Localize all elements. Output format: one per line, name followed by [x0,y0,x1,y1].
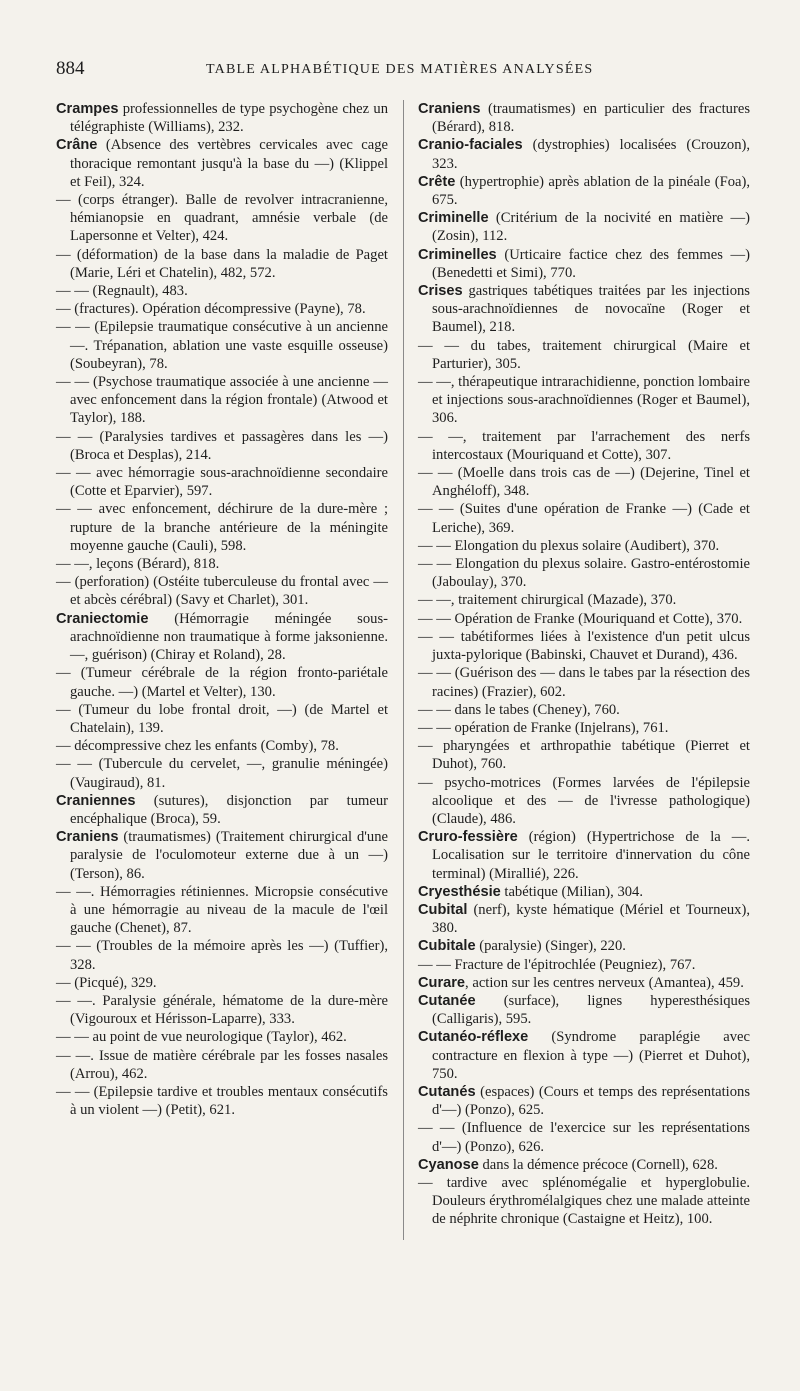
entry-headword: Craniens [418,101,481,117]
index-entry [418,337,750,373]
index-entry [418,937,750,955]
entry-text: (traumatismes) (Traitement chirurgical d'une paralysie de l'oculomoteur externe due à un —) (Terson), 86. [70,829,388,882]
entry-text: — décompressive chez les enfants (Comby), 78. [56,738,339,755]
index-entry [56,883,388,938]
index-entry [56,664,388,700]
entry-text: , action sur les centres nerveux (Amantea), 459. [465,974,744,991]
entry-text: — — Fracture de l'épitrochlée (Peugniez), 767. [418,956,696,973]
entry-text: — — (Influence de l'exercice sur les représentations d'—) (Ponzo), 626. [418,1120,750,1155]
entry-text: gastriques tabétiques traitées par les injections sous-arachnoïdiennes de novocaïne (Roger et Baumel), 218. [432,283,750,336]
entry-headword: Craniectomie [56,610,149,627]
entry-headword: Cubitale [418,938,476,955]
left-column [56,100,388,1119]
entry-text: — — (Guérison des — dans le tabes par la résection des racines) (Frazier), 602. [418,665,750,700]
index-entry [56,555,388,573]
index-entry [56,937,388,973]
index-entry [418,701,750,719]
index-entry [56,1083,388,1119]
index-entry [56,1028,388,1046]
entry-headword: Crâne [56,137,98,154]
entry-text: (Syndrome paraplégie avec contracture en flexion à type —) (Pierret et Duhot), 750. [432,1029,750,1082]
entry-text: — — (Psychose traumatique associée à une ancienne — avec enfoncement dans la région frontale) (Atwood et Taylor), 188. [56,374,388,427]
index-entry [56,1047,388,1083]
entry-headword: Crête [418,173,456,190]
index-entry [418,428,750,464]
entry-text: — (Tumeur du lobe frontal droit, —) (de Martel et Chatelain), 139. [56,701,388,736]
index-entry [56,573,388,609]
entry-headword: Craniens [56,829,119,846]
entry-text: — — Elongation du plexus solaire. Gastro-entérostomie (Jaboulay), 370. [418,556,750,591]
entry-text: — — (Paralysies tardives et passagères dans les —) (Broca et Desplas), 214. [56,428,388,463]
column-divider [403,100,404,1240]
index-entry [418,1156,750,1174]
entry-headword: Criminelles [418,246,497,263]
entry-headword: Cutanée [418,992,476,1009]
index-entry [56,428,388,464]
entry-text: (traumatismes) en particulier des fractures (Bérard), 818. [432,101,750,136]
entry-text: (nerf), kyste hématique (Mériel et Tourneux), 380. [432,901,750,937]
entry-text: — —, traitement chirurgical (Mazade), 370. [418,592,677,609]
index-entry [418,1028,750,1083]
index-entry [56,246,388,282]
index-entry [56,610,388,665]
entry-text: — —, thérapeutique intrarachidienne, ponction lombaire et injections sous-arachnoïdiennes (Roger et Baumel), 306. [418,374,750,427]
index-entry [418,774,750,829]
entry-text: — — (Epilepsie traumatique consécutive à un ancienne —. Trépanation, ablation une vaste esquille osseuse) (Soubeyran), 78. [56,319,388,372]
entry-text: — pharyngées et arthropathie tabétique (Pierret et Duhot), 760. [418,738,750,773]
index-entry [418,992,750,1028]
index-entry [418,610,750,628]
index-entry [418,1119,750,1155]
entry-text: — — (Troubles de la mémoire après les —) (Tuffier), 328. [56,938,388,973]
entry-headword: Criminelle [418,210,489,227]
entry-text: — — dans le tabes (Cheney), 760. [418,701,620,718]
index-entry [418,246,750,282]
entry-text: (Absence des vertèbres cervicales avec cage thoracique remontant jusqu'à la base du —) (Klippel et Feil), 324. [70,137,388,190]
entry-text: (Critérium de la nocivité en matière —) (Zosin), 112. [432,210,750,245]
index-entry [56,755,388,791]
entry-text: — — tabétiformes liées à l'existence d'un petit ulcus juxta-pylorique (Babinski, Chauvet et Durand), 436. [418,628,750,664]
index-entry [418,464,750,500]
entry-headword: Curare [418,974,466,991]
index-entry [56,191,388,246]
index-entry [418,209,750,245]
entry-text: (espaces) (Cours et temps des représentations d'—) (Ponzo), 625. [432,1083,750,1119]
index-entry [418,100,750,136]
entry-text: professionnelles de type psychogène chez un télégraphiste (Williams), 232. [70,101,388,136]
entry-text: — psycho-motrices (Formes larvées de l'épilepsie alcoolique et des — de l'ivresse pathologique) (Claude), 486. [418,774,750,827]
entry-text: tabétique (Milian), 304. [500,883,644,900]
index-entry [56,300,388,318]
entry-text: (région) (Hypertrichose de la —. Localisation sur le territoire d'innervation du cône terminal) (Mirallié), 226. [432,829,750,882]
entry-text: (dystrophies) localisées (Crouzon), 323. [432,137,750,172]
index-entry [418,737,750,773]
entry-text: — (déformation) de la base dans la maladie de Paget (Marie, Léri et Chatelin), 482, 572. [56,246,388,281]
entry-text: — (Tumeur cérébrale de la région fronto-pariétale gauche. —) (Martel et Velter), 130. [56,665,388,700]
entry-text: — — avec hémorragie sous-arachnoïdienne secondaire (Cotte et Eparvier), 597. [56,465,388,500]
entry-headword: Cranio-faciales [418,137,523,154]
index-entry [418,974,750,992]
index-entry [418,173,750,209]
entry-text: — — (Tubercule du cervelet, —, granulie méningée) (Vaugiraud), 81. [56,756,388,791]
index-entry [418,1083,750,1119]
entry-text: — (corps étranger). Balle de revolver intracranienne, hémianopsie en quadrant, amnésie verbale (de Lapersonne et Velter), 424. [56,192,388,245]
entry-text: (surface), lignes hyperesthésiques (Calligaris), 595. [432,992,750,1028]
page-header [56,58,756,82]
index-entry [418,956,750,974]
entry-text: — — au point de vue neurologique (Taylor), 462. [56,1029,347,1046]
entry-text: — — du tabes, traitement chirurgical (Maire et Parturier), 305. [418,337,750,372]
entry-headword: Cruro-fessière [418,829,518,846]
index-entry [56,701,388,737]
entry-text: — — avec enfoncement, déchirure de la dure-mère ; rupture de la branche antérieure de la méningite moyenne gauche (Cauli), 598. [56,501,388,554]
index-entry [418,591,750,609]
entry-headword: Cutanés [418,1083,476,1100]
entry-text: — (Picqué), 329. [56,974,157,991]
entry-text: — —. Hémorragies rétiniennes. Micropsie consécutive à une hémorragie au niveau de la macule de l'œil gauche (Chenet), 87. [56,883,388,937]
entry-headword: Crampes [56,101,119,117]
entry-text: — — Elongation du plexus solaire (Audibert), 370. [418,537,720,554]
index-entry [56,136,388,191]
entry-headword: Cyanose [418,1156,479,1173]
index-entry [418,136,750,172]
entry-headword: Cryesthésie [418,883,501,900]
index-entry [418,628,750,664]
index-entry [56,974,388,992]
index-entry [418,719,750,737]
entry-text: — (perforation) (Ostéite tuberculeuse du frontal avec — et abcès cérébral) (Savy et Charlet), 301. [56,574,388,609]
index-entry [418,664,750,700]
page-number: 884 [56,58,85,79]
index-entry [418,901,750,937]
index-entry [418,500,750,536]
entry-headword: Craniennes [56,792,136,809]
entry-text: — —, leçons (Bérard), 818. [56,556,220,573]
entry-headword: Cutanéo-réflexe [418,1029,529,1046]
entry-text: (Hémorragie méningée sous-arachnoïdienne non traumatique à forme jaksonienne. —, guérison) (Chiray et Roland), 28. [70,610,388,664]
index-entry [56,464,388,500]
entry-text: — —, traitement par l'arrachement des nerfs intercostaux (Mouriquand et Cotte), 307. [418,428,750,463]
index-entry [56,282,388,300]
index-entry [418,282,750,337]
index-entry [418,1174,750,1229]
entry-headword: Cubital [418,901,468,918]
entry-text: — —. Paralysie générale, hématome de la dure-mère (Vigouroux et Hérisson-Laparre), 333. [56,992,388,1028]
running-title: TABLE ALPHABÉTIQUE DES MATIÈRES ANALYSÉES [206,62,594,77]
index-entry [56,500,388,555]
index-entry [56,100,388,136]
index-entry [418,555,750,591]
index-entry [418,373,750,428]
index-entry [56,792,388,828]
entry-text: — tardive avec splénomégalie et hyperglobulie. Douleurs érythromélalgiques chez une malade atteinte de néphrite chronique (Castaigne et Heitz), 100. [418,1174,750,1228]
entry-text: — — Opération de Franke (Mouriquand et Cotte), 370. [418,610,743,627]
entry-text: — — (Regnault), 483. [56,283,188,300]
right-column [418,100,750,1229]
entry-text: dans la démence précoce (Cornell), 628. [478,1156,718,1173]
entry-text: (Urticaire factice chez des femmes —) (Benedetti et Simi), 770. [432,246,750,281]
entry-text: — (fractures). Opération décompressive (Payne), 78. [56,301,366,318]
entry-text: (paralysie) (Singer), 220. [475,938,626,955]
entry-text: — — opération de Franke (Injelrans), 761. [418,719,669,736]
index-entry [56,373,388,428]
entry-text: — — (Suites d'une opération de Franke —) (Cade et Leriche), 369. [418,501,750,536]
index-entry [418,537,750,555]
index-entry [418,828,750,883]
entry-text: — — (Epilepsie tardive et troubles mentaux consécutifs à un violent —) (Petit), 621. [56,1083,388,1119]
entry-text: — — (Moelle dans trois cas de —) (Dejerine, Tinel et Anghéloff), 348. [418,465,750,500]
index-entry [56,992,388,1028]
index-entry [56,828,388,883]
entry-text: (hypertrophie) après ablation de la pinéale (Foa), 675. [432,173,750,209]
entry-text: — —. Issue de matière cérébrale par les fosses nasales (Arrou), 462. [56,1047,388,1082]
entry-headword: Crises [418,283,463,300]
index-entry [56,737,388,755]
index-entry [418,883,750,901]
entry-text: (sutures), disjonction par tumeur encéphalique (Broca), 59. [70,792,388,827]
index-entry [56,318,388,373]
